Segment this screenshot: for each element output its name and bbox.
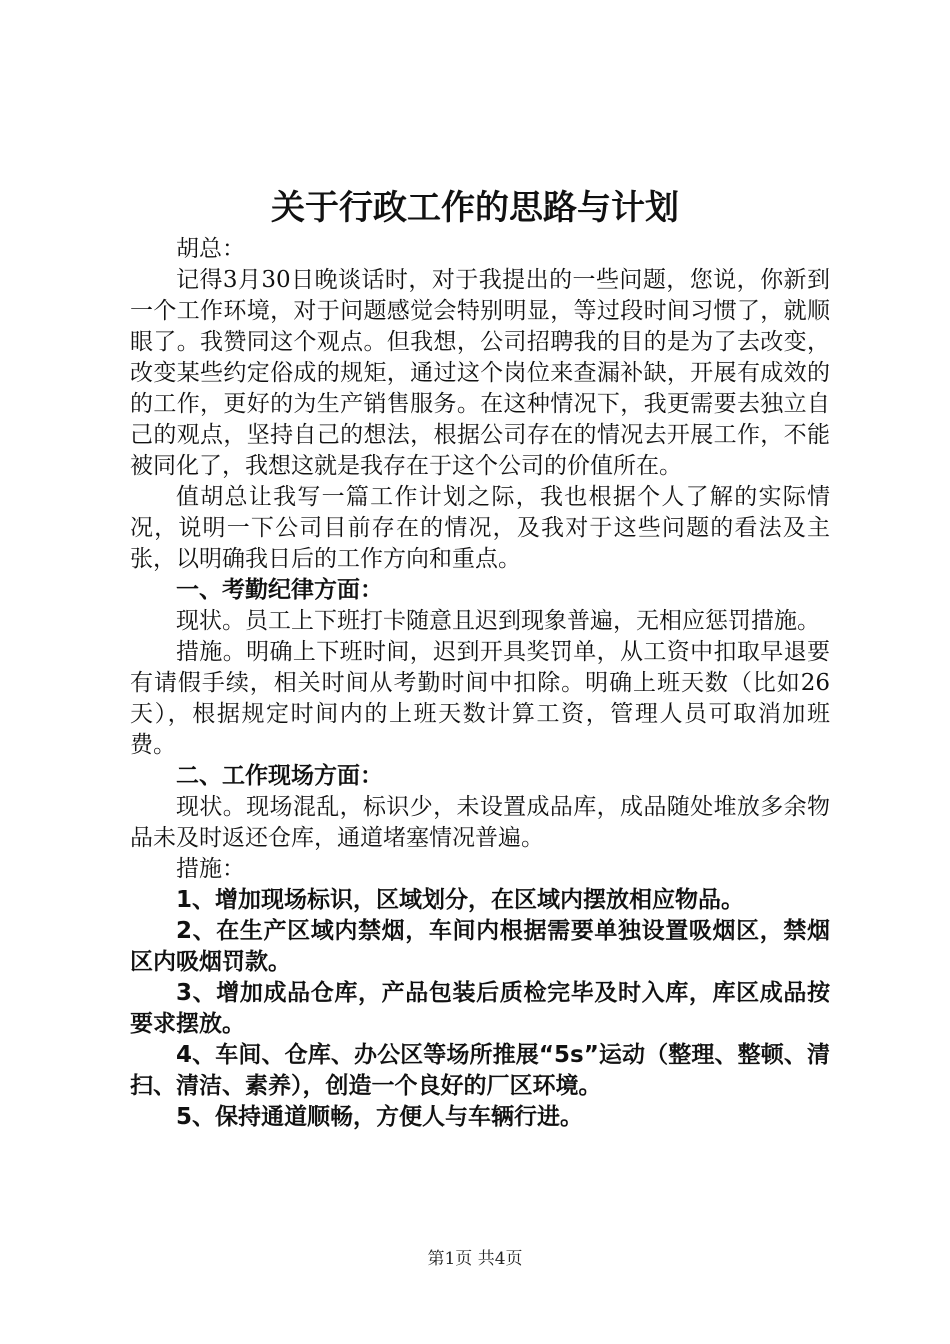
- document-title: 关于行政工作的思路与计划: [271, 188, 679, 228]
- section-status: 现状。员工上下班打卡随意且迟到现象普遍，无相应惩罚措施。: [176, 608, 820, 634]
- list-item: 2、在生产区域内禁烟，车间内根据需要单独设置吸烟区，禁烟区内吸烟罚款。: [130, 918, 830, 975]
- page-footer: 第1页 共4页: [427, 1249, 523, 1269]
- section-measures-label: 措施：: [176, 856, 245, 882]
- list-item: 1、增加现场标识，区域划分，在区域内摆放相应物品。: [176, 887, 745, 913]
- list-item: 5、保持通道顺畅，方便人与车辆行进。: [176, 1104, 584, 1130]
- salutation: 胡总：: [176, 236, 245, 262]
- paragraph: 记得3月30日晚谈话时，对于我提出的一些问题，您说，你新到一个工作环境，对于问题感觉会特别明显，等过段时间习惯了，就顺眼了。我赞同这个观点。但我想，公司招聘我的目的是为了去改变，改变某些约定俗成的规矩，通过这个岗位来查漏补缺，开展有成效的的工作，更好的为生产销售服务。在这种情况下，我更需要去独立自己的观点，坚持自己的想法，根据公司存在的情况去开展工作，不能被同化了，我想这就是我存在于这个公司的价值所在。: [130, 267, 830, 479]
- section-heading: 一、考勤纪律方面：: [176, 577, 383, 603]
- list-item: 4、车间、仓库、办公区等场所推展“5s”运动（整理、整顿、清扫、清洁、素养），创造一个良好的厂区环境。: [130, 1042, 830, 1099]
- section-status: 现状。现场混乱，标识少，未设置成品库，成品随处堆放多余物品未及时返还仓库，通道堵塞情况普遍。: [130, 794, 830, 851]
- list-item: 3、增加成品仓库，产品包装后质检完毕及时入库，库区成品按要求摆放。: [130, 980, 830, 1037]
- paragraph: 值胡总让我写一篇工作计划之际，我也根据个人了解的实际情况，说明一下公司目前存在的情况，及我对于这些问题的看法及主张，以明确我日后的工作方向和重点。: [130, 484, 830, 572]
- section-measures: 措施。明确上下班时间，迟到开具奖罚单，从工资中扣取早退要有请假手续，相关时间从考勤时间中扣除。明确上班天数（比如26天），根据规定时间内的上班天数计算工资，管理人员可取消加班费。: [130, 639, 830, 758]
- document-body: [130, 234, 830, 1133]
- section-heading: 二、工作现场方面：: [176, 763, 383, 789]
